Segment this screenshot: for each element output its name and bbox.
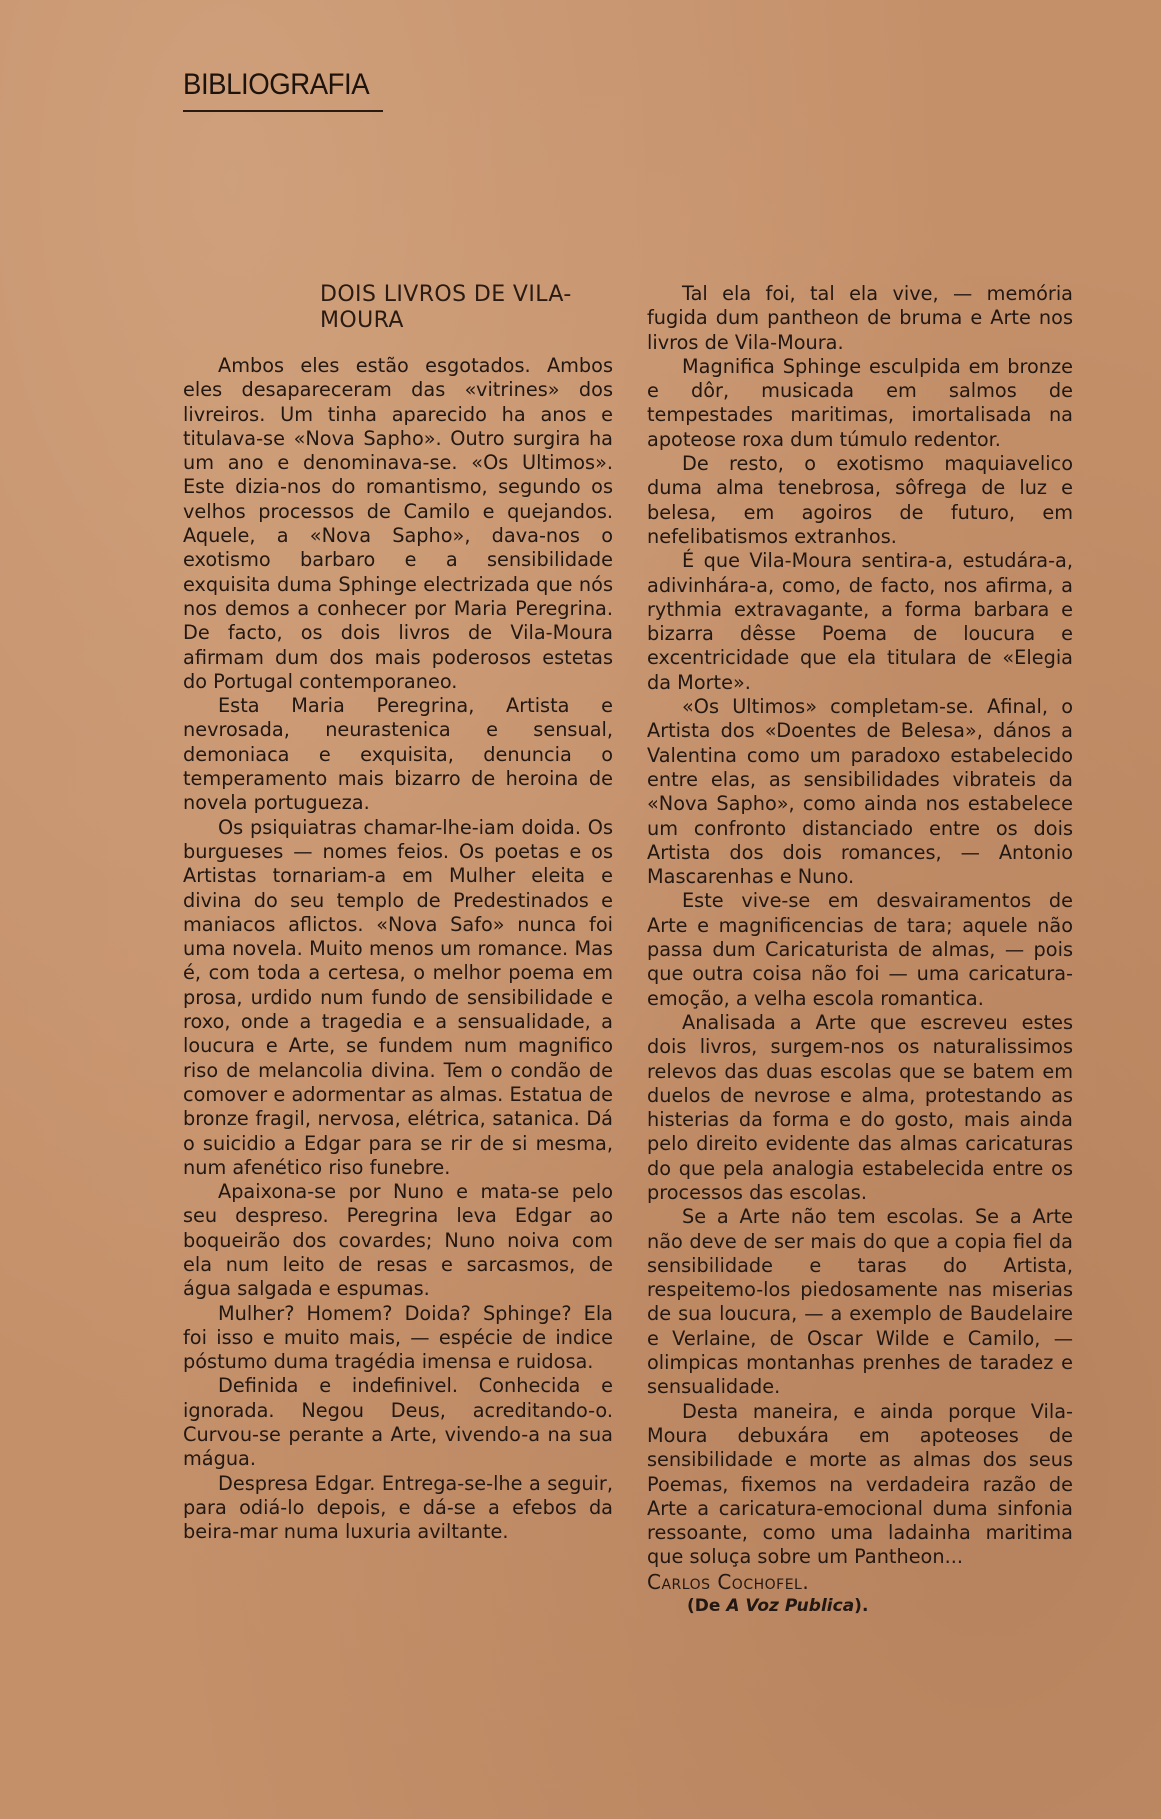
paragraph: Analisada a Arte que escreveu estes dois livros, surgem-nos os naturalissimos relevos das duas escolas que se batem em duelos de nevrose e alma, protestando as histerias da forma e do gosto, mais ainda pelo direito evidente das almas caricaturas do que pela analogia estabelecida entre os processos das escolas. xyxy=(647,1010,1073,1204)
source-publication: A Voz Publica xyxy=(726,1596,855,1617)
paragraph: Mulher? Homem? Doida? Sphinge? Ela foi isso e muito mais, — espécie de indice póstumo duma tragédia imensa e ruidosa. xyxy=(183,1301,613,1374)
paragraph: Os psiquiatras chamar-lhe-iam doida. Os burgueses — nomes feios. Os poetas e os Artistas tornariam-a em Mulher eleita e divina do seu templo de Predestinados e maniacos aflictos. «Nova Safo» nunca foi uma novela. Muito menos um romance. Mas é, com toda a certesa, o melhor poema em prosa, urdido num fundo de sensibilidade e roxo, onde a tragedia e a sensualidade, a loucura e Arte, se fundem num magnifico riso de melancolia divina. Tem o condão de comover e adormentar as almas. Estatua de bronze fragil, nervosa, elétrica, satanica. Dá o suicidio a Edgar para se rir de si mesma, num afenético riso funebre. xyxy=(183,815,613,1179)
paragraph: Apaixona-se por Nuno e mata-se pelo seu despreso. Peregrina leva Edgar ao boqueirão dos covardes; Nuno noiva com ela num leito de resas e sarcasmos, de água salgada e espumas. xyxy=(183,1180,613,1301)
paragraph: Esta Maria Peregrina, Artista e nevrosada, neurastenica e sensual, demoniaca e exquisita, denuncia o temperamento mais bizarro de heroina de novela portugueza. xyxy=(183,694,613,815)
paragraph: Se a Arte não tem escolas. Se a Arte não deve de ser mais do que a copia fiel da sensibilidade e taras do Artista, respeitemo-los piedosamente nas miserias de sua loucura, — a exemplo de Baudelaire e Verlaine, de Oscar Wilde e Camilo, — olimpicas montanhas prenhes de taradez e sensualidade. xyxy=(647,1205,1073,1399)
paragraph: «Os Ultimos» completam-se. Afinal, o Artista dos «Doentes de Belesa», dános a Valentina como um paradoxo estabelecido entre elas, as sensibilidades vibrateis da «Nova Sapho», como ainda nos estabelece um confronto distanciado entre os dois Artista dos dois romances, — Antonio Mascarenhas e Nuno. xyxy=(647,695,1073,889)
paragraph: Despresa Edgar. Entrega-se-lhe a seguir, para odiá-lo depois, e dá-se a efebos da beira-mar numa luxuria aviltante. xyxy=(183,1471,613,1544)
paragraph: É que Vila-Moura sentira-a, estudára-a, adivinhára-a, como, de facto, nos afirma, a rythmia extravagante, a forma barbara e bizarra dêsse Poema de loucura e excentricidade que ela titulara de «Elegia da Morte». xyxy=(647,549,1073,694)
source-citation xyxy=(647,1594,1073,1618)
paragraph: De resto, o exotismo maquiavelico duma alma tenebrosa, sôfrega de luz e belesa, em agoiros de futuro, em nefelibatismos extranhos. xyxy=(647,452,1073,548)
source-prefix: (De xyxy=(687,1596,727,1617)
section-header: BIBLIOGRAFIA xyxy=(183,68,370,101)
paragraph: Tal ela foi, tal ela vive, — memória fugida dum pantheon de bruma e Arte nos livros de Vila-Moura. xyxy=(647,282,1073,354)
left-column xyxy=(183,354,613,1545)
paragraph: Magnifica Sphinge esculpida em bronze e dôr, musicada em salmos de tempestades maritimas, imortalisada na apoteose roxa dum túmulo redentor. xyxy=(647,354,1073,451)
author-signature: Carlos Cochofel. xyxy=(647,1569,810,1594)
paragraph: Ambos eles estão esgotados. Ambos eles desapareceram das «vitrines» dos livreiros. Um tinha aparecido ha anos e titulava-se «Nova Sapho». Outro surgira ha um ano e denominava-se. «Os Ultimos». Este dizia-nos do romantismo, segundo os velhos processos de Camilo e quejandos. Aquele, a «Nova Sapho», dava-nos o exotismo barbaro e a sensibilidade exquisita duma Sphinge electrizada que nós nos demos a conhecer por Maria Peregrina. De facto, os dois livros de Vila-Moura afirmam dum dos mais poderosos estetas do Portugal contemporaneo. xyxy=(183,354,613,693)
article-title: DOIS LIVROS DE VILA-MOURA xyxy=(320,282,572,333)
paragraph: Desta maneira, e ainda porque Vila-Moura debuxára em apoteoses de sensibilidade e morte as almas dos seus Poemas, fixemos na verdadeira razão de Arte a caricatura-emocional duma sinfonia ressoante, como uma ladainha maritima que soluça sobre um Pantheon... xyxy=(647,1399,1073,1569)
section-underline xyxy=(183,110,383,112)
paragraph: Este vive-se em desvairamentos de Arte e magnificencias de tara; aquele não passa dum Caricaturista de almas, — pois que outra coisa não foi — uma caricatura-emoção, a velha escola romantica. xyxy=(647,889,1073,1010)
paragraph: Definida e indefinivel. Conhecida e ignorada. Negou Deus, acreditando-o. Curvou-se perante a Arte, vivendo-a na sua mágua. xyxy=(183,1374,613,1471)
right-column xyxy=(647,282,1073,1618)
source-suffix: ). xyxy=(854,1596,869,1617)
